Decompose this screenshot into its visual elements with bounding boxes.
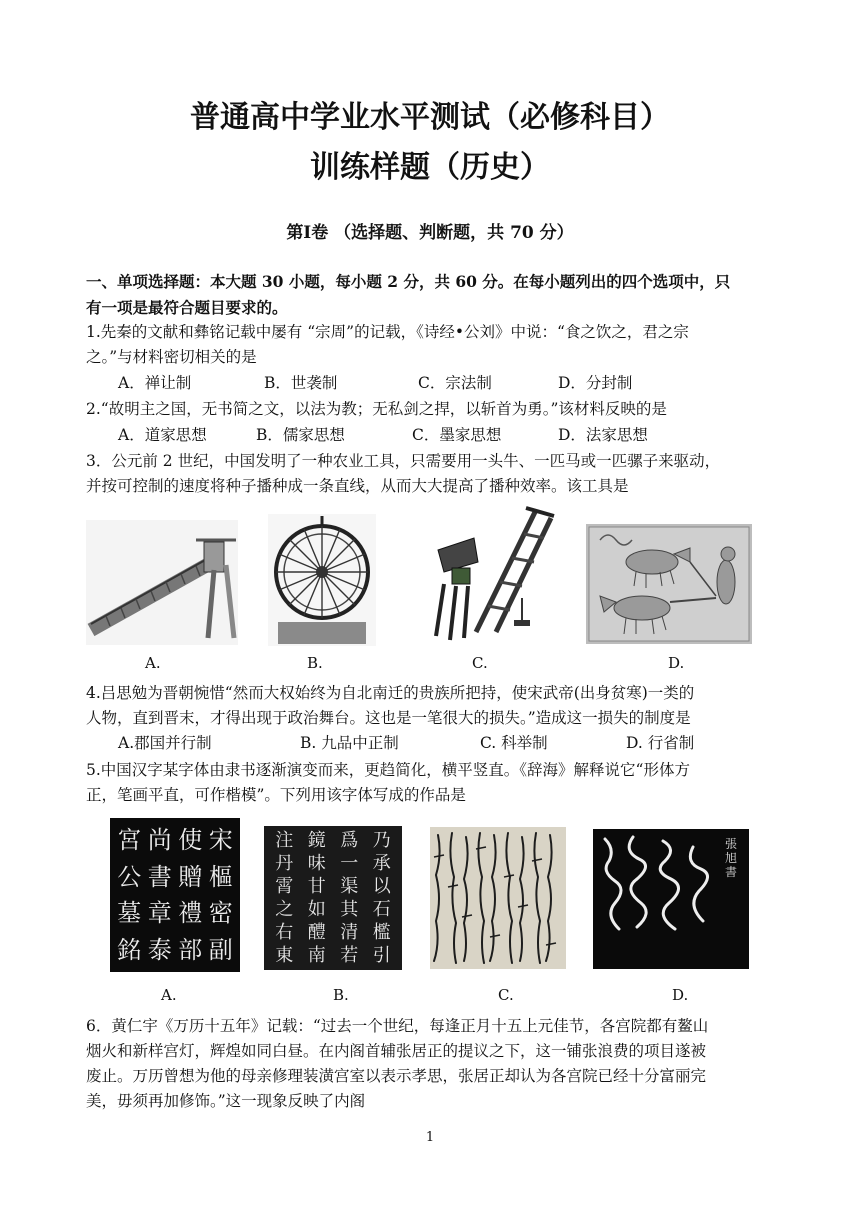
q3-stem-line2: 并按可控制的速度将种子播种成一条直线，从而大大提高了播种效率。该工具是 (86, 477, 629, 495)
q5-image-label-a: A. (161, 986, 177, 1004)
page-number: 1 (425, 1130, 435, 1145)
q5-stem-line2: 正，笔画平直，可作楷模”。下列用该字体写成的作品是 (86, 786, 466, 804)
q3-image-label-c: C. (472, 654, 488, 672)
calligraphy-a-char: 禮 (178, 899, 203, 928)
q5-image-label-b: B. (333, 986, 349, 1004)
q1-option-d: D．分封制 (558, 374, 633, 392)
calligraphy-a-char: 公 (117, 862, 142, 891)
running-script-manuscript-image (430, 827, 566, 969)
calligraphy-b-char: 醴 (307, 921, 326, 943)
calligraphy-b-char: 引 (372, 944, 391, 966)
calligraphy-b-char: 爲 (340, 829, 359, 851)
calligraphy-b-char: 味 (307, 852, 326, 874)
calligraphy-a-char: 書 (147, 862, 172, 891)
calligraphy-b-char: 丹 (275, 852, 294, 874)
calligraphy-b-char: 承 (372, 852, 391, 874)
calligraphy-a-char: 部 (178, 935, 203, 964)
calligraphy-a-char: 宮 (117, 826, 142, 855)
calligraphy-b-char: 甘 (307, 875, 326, 897)
q5-image-label-d: D. (672, 986, 689, 1004)
chain-pump-image (86, 520, 238, 645)
calligraphy-a-char: 尚 (147, 826, 172, 855)
calligraphy-b-char: 若 (340, 944, 359, 966)
paper-title: 普通高中学业水平测试（必修科目） (190, 100, 670, 135)
q4-option-a: A.郡国并行制 (118, 734, 212, 752)
part1-instruction-line2: 有一项是最符合题目要求的。 (86, 298, 288, 317)
calligraphy-b-char: 石 (372, 898, 391, 920)
q3-stem-line1: 3．公元前 2 世纪，中国发明了一种农业工具，只需要用一头牛、一匹马或一匹骡子来驱动， (86, 452, 721, 470)
q4-option-c: C. 科举制 (480, 734, 548, 752)
q6-stem-line4: 美，毋须再加修饰。”这一现象反映了内阁 (86, 1092, 366, 1110)
calligraphy-b-char: 渠 (340, 875, 359, 897)
part1-instruction-line1: 一、单项选择题：本大题 30 小题，每小题 2 分，共 60 分。在每小题列出的四个选项中，只 (86, 272, 731, 291)
calligraphy-b-char: 其 (340, 898, 359, 920)
cursive-script-image (593, 829, 749, 969)
q4-stem-line1: 4.吕思勉为晋朝惋惜“然而大权始终为自北南迁的贵族所把持，使宋武帝(出身贫寒)一类的 (86, 684, 695, 702)
calligraphy-a-char: 銘 (117, 935, 142, 964)
q4-stem-line2: 人物，直到晋末，才得出现于政治舞台。这也是一笔很大的损失。”造成这一损失的制度是 (86, 709, 691, 727)
calligraphy-a-char: 泰 (147, 935, 172, 964)
q1-stem-line2: 之。”与材料密切相关的是 (86, 348, 257, 366)
calligraphy-b-char: 清 (340, 921, 359, 943)
calligraphy-b-char: 一 (340, 852, 359, 874)
waterwheel-image (268, 514, 376, 646)
q2-option-b: B．儒家思想 (256, 426, 345, 444)
calligraphy-b-char: 霄 (275, 875, 294, 897)
q3-image-label-d: D. (668, 654, 685, 672)
q4-option-d: D. 行省制 (626, 734, 695, 752)
q6-stem-line3: 废止。万历曾想为他的母亲修理装潢宫室以表示孝思，张居正却认为各宫院已经十分富丽完 (86, 1067, 707, 1085)
q3-image-label-b: B. (307, 654, 323, 672)
calligraphy-b-char: 鏡 (307, 829, 326, 851)
calligraphy-a-char: 樞 (208, 862, 233, 891)
q6-stem-line1: 6．黄仁宇《万历十五年》记载：“过去一个世纪，每逢正月十五上元佳节，各宫院都有鳌山 (86, 1017, 709, 1035)
calligraphy-b-char: 東 (275, 944, 294, 966)
calligraphy-a-char: 章 (147, 899, 172, 928)
q2-option-d: D．法家思想 (558, 426, 648, 444)
calligraphy-b-char: 檻 (372, 921, 391, 943)
seal-script-rubbing-image (110, 818, 240, 972)
q5-stem-line1: 5.中国汉字某字体由隶书逐渐演变而来，更趋简化，横平竖直。《辞海》解释说它“形体方 (86, 761, 690, 779)
q1-option-c: C．宗法制 (418, 374, 492, 392)
q5-image-label-c: C. (498, 986, 514, 1004)
calligraphy-a-char: 宋 (208, 826, 233, 855)
section-title: 第Ⅰ卷 （选择题、判断题，共 70 分） (286, 223, 574, 243)
calligraphy-b-char: 注 (275, 829, 294, 851)
calligraphy-b-char: 以 (372, 875, 391, 897)
q4-option-b: B. 九品中正制 (300, 734, 399, 752)
calligraphy-a-char: 密 (208, 899, 233, 928)
seed-drill-image (426, 502, 556, 647)
calligraphy-b-char: 右 (275, 921, 294, 943)
calligrapher-signature: 張旭書 (725, 837, 738, 879)
calligraphy-b-char: 之 (275, 898, 294, 920)
calligraphy-a-char: 贈 (178, 862, 203, 891)
calligraphy-b-char: 南 (307, 944, 326, 966)
calligraphy-a-char: 副 (208, 935, 233, 964)
q1-option-b: B．世袭制 (264, 374, 338, 392)
q2-option-c: C．墨家思想 (412, 426, 502, 444)
calligraphy-a-char: 使 (178, 826, 203, 855)
calligraphy-b-char: 如 (307, 898, 326, 920)
q6-stem-line2: 烟火和新样宫灯，辉煌如同白昼。在内阁首辅张居正的提议之下，这一铺张浪费的项目遂被 (86, 1042, 707, 1060)
q3-image-label-a: A. (145, 654, 161, 672)
paper-subtitle: 训练样题（历史） (310, 150, 550, 185)
ox-plough-relief-image (586, 524, 752, 644)
q1-option-a: A．禅让制 (118, 374, 192, 392)
regular-script-rubbing-image (264, 826, 402, 970)
q1-stem-line1: 1.先秦的文献和彝铭记载中屡有 “宗周”的记载，《诗经•公刘》中说：“食之饮之，君之宗 (86, 323, 689, 341)
calligraphy-b-char: 乃 (372, 829, 391, 851)
q2-stem: 2.“故明主之国，无书简之文，以法为教；无私剑之捍，以斩首为勇。”该材料反映的是 (86, 400, 667, 418)
calligraphy-a-char: 墓 (117, 899, 142, 928)
q2-option-a: A．道家思想 (118, 426, 207, 444)
